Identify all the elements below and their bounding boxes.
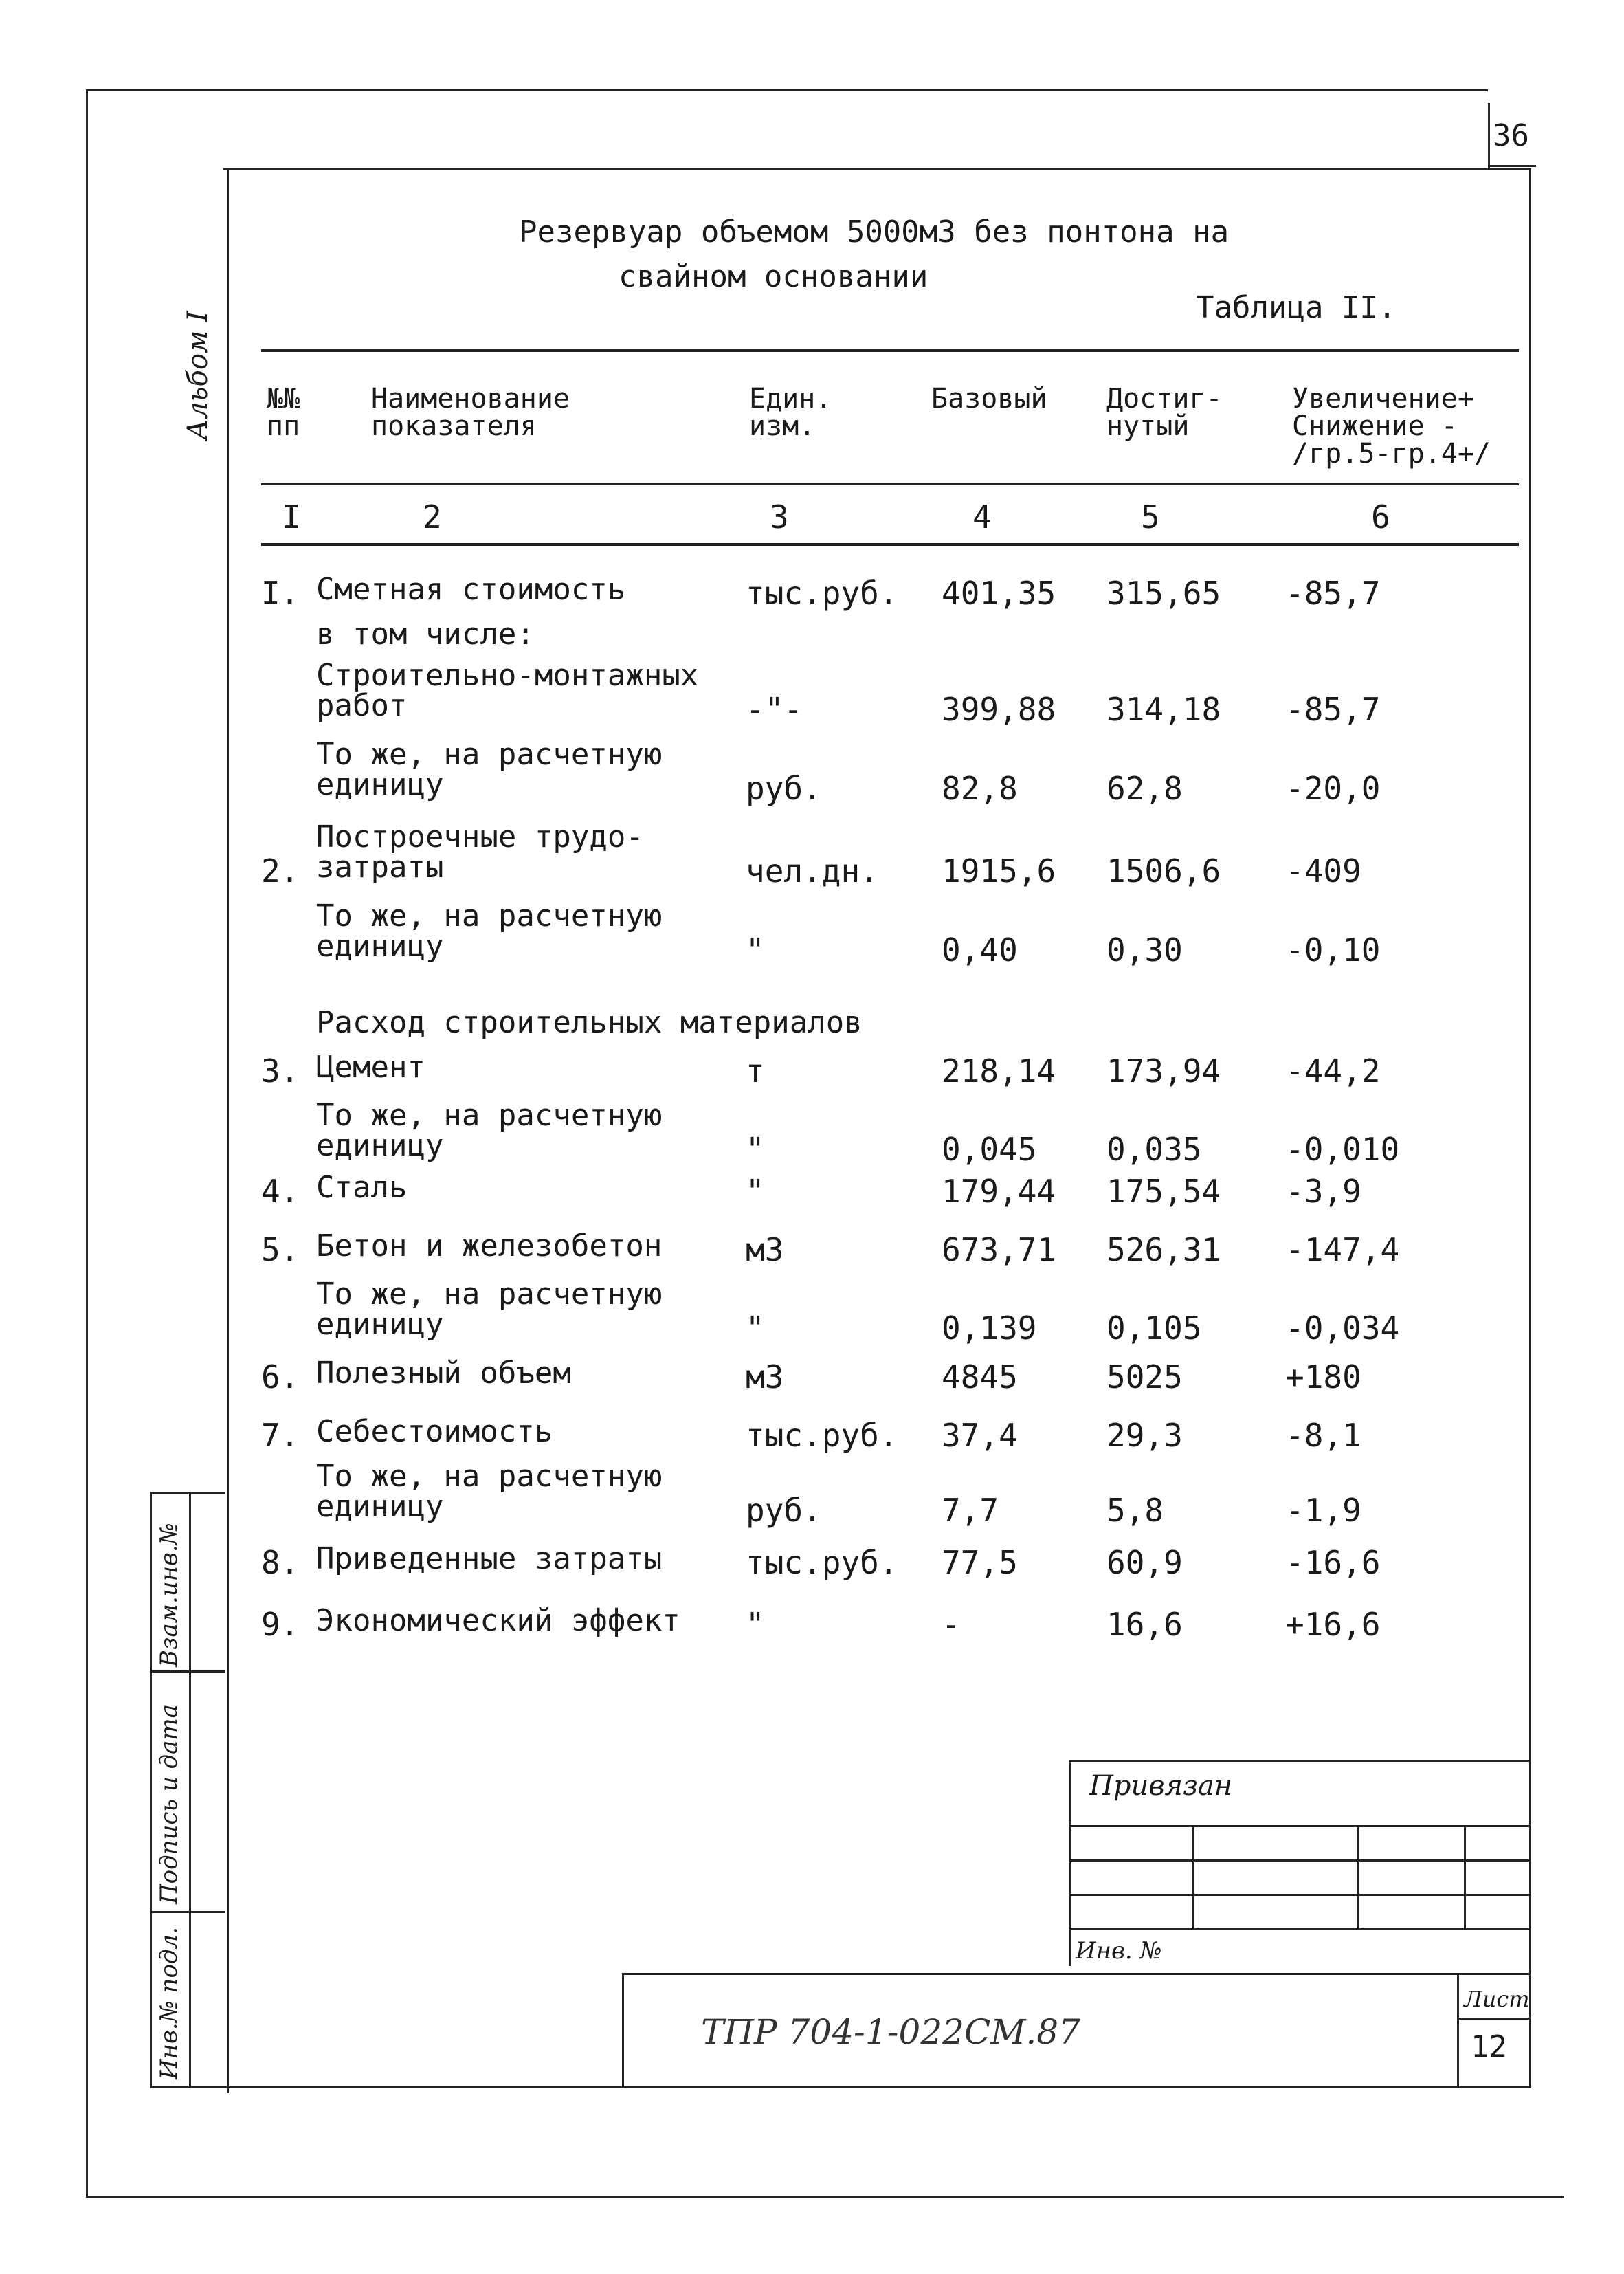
row-base-value: 0,40 xyxy=(942,931,1018,969)
header-col-achieved-line2: нутый xyxy=(1106,410,1190,442)
row-achieved-value: 1506,6 xyxy=(1106,852,1221,890)
row-unit: м3 xyxy=(746,1358,784,1395)
row-number: 6. xyxy=(261,1358,300,1395)
row-achieved-value: 0,035 xyxy=(1106,1131,1202,1168)
row-name-line: в том числе: xyxy=(316,617,535,652)
colnum-1: I xyxy=(282,498,301,536)
row-name-line: Расход строительных материалов xyxy=(316,1005,863,1040)
row-delta-value: +16,6 xyxy=(1285,1606,1381,1643)
header-col-achieved-line1: Достиг- xyxy=(1106,383,1223,415)
title-block-doc-code: ТПР 704-1-022СМ.87 xyxy=(701,2012,1080,2052)
title-block-sheet-label: Лист xyxy=(1464,1986,1530,2012)
colnum-4: 4 xyxy=(972,498,992,536)
stamp-col-1 xyxy=(1192,1825,1194,1928)
stamp-row-3 xyxy=(1069,1894,1529,1896)
row-name-line: Построечные трудо- xyxy=(316,819,644,854)
row-achieved-value: 5,8 xyxy=(1106,1492,1164,1529)
row-number: 8. xyxy=(261,1544,300,1581)
row-achieved-value: 315,65 xyxy=(1106,575,1221,612)
row-base-value: 0,045 xyxy=(942,1131,1037,1168)
row-base-value: 4845 xyxy=(942,1358,1018,1395)
title-block-sheet-divider xyxy=(1457,1973,1459,2086)
title-block-sheet-row xyxy=(1457,2018,1529,2020)
margin-column-right xyxy=(189,1492,191,2088)
margin-divider-1 xyxy=(150,1492,225,1494)
frame-inner-left-line xyxy=(227,168,229,2093)
row-unit: руб. xyxy=(746,1492,822,1529)
row-base-value: 673,71 xyxy=(942,1231,1056,1268)
row-number: 5. xyxy=(261,1231,300,1268)
row-delta-value: +180 xyxy=(1285,1358,1361,1395)
margin-column-left xyxy=(150,1492,152,2088)
header-bottom-rule xyxy=(261,483,1519,485)
row-base-value: 1915,6 xyxy=(942,852,1056,890)
row-name-line: То же, на расчетную xyxy=(316,898,663,934)
frame-top-inner-line xyxy=(223,168,1529,170)
row-delta-value: -0,10 xyxy=(1285,931,1381,969)
row-unit: " xyxy=(746,931,765,969)
margin-label-inv-podl: Инв.№ подл. xyxy=(155,1927,183,2079)
row-achieved-value: 16,6 xyxy=(1106,1606,1183,1643)
row-delta-value: -0,010 xyxy=(1285,1131,1400,1168)
row-achieved-value: 314,18 xyxy=(1106,691,1221,728)
stamp-box-top xyxy=(1069,1760,1529,1762)
header-col-number-line1: №№ xyxy=(267,383,300,415)
row-number: 3. xyxy=(261,1052,300,1090)
row-unit: " xyxy=(746,1606,765,1643)
row-achieved-value: 29,3 xyxy=(1106,1417,1183,1454)
row-base-value: 37,4 xyxy=(942,1417,1018,1454)
page-number-box-left xyxy=(1488,103,1490,168)
margin-label-vzam-inv: Взам.инв.№ xyxy=(155,1523,183,1667)
stamp-col-3 xyxy=(1464,1825,1466,1928)
row-delta-value: -3,9 xyxy=(1285,1173,1361,1210)
row-unit: м3 xyxy=(746,1231,784,1268)
frame-bottom-line xyxy=(150,2086,1531,2088)
frame-top-line xyxy=(86,89,1488,91)
row-name-line: единицу xyxy=(316,767,444,802)
row-name-line: Себестоимость xyxy=(316,1414,553,1449)
row-achieved-value: 526,31 xyxy=(1106,1231,1221,1268)
header-col-delta-line1: Увеличение+ xyxy=(1292,383,1474,415)
margin-divider-3 xyxy=(150,1911,225,1913)
row-achieved-value: 0,30 xyxy=(1106,931,1183,969)
table-reference: Таблица II. xyxy=(1196,290,1397,325)
row-name-line: единицу xyxy=(316,1128,444,1163)
stamp-row-1 xyxy=(1069,1825,1529,1827)
margin-label-podpis-data: Подпись и дата xyxy=(155,1704,183,1904)
row-name-line: Полезный объем xyxy=(316,1356,571,1391)
header-col-unit-line1: Един. xyxy=(749,383,832,415)
row-number: I. xyxy=(261,575,300,612)
row-achieved-value: 5025 xyxy=(1106,1358,1183,1395)
header-col-number-line2: пп xyxy=(267,410,300,442)
row-name-line: Цемент xyxy=(316,1050,425,1085)
header-col-delta-line2: Снижение - xyxy=(1292,410,1458,442)
row-name-line: Сталь xyxy=(316,1170,408,1205)
row-delta-value: -0,034 xyxy=(1285,1310,1400,1347)
header-col-unit-line2: изм. xyxy=(749,410,816,442)
title-block-left xyxy=(622,1973,624,2086)
row-base-value: 218,14 xyxy=(942,1052,1056,1090)
row-unit: тыс.руб. xyxy=(746,1417,898,1454)
colnum-bottom-rule xyxy=(261,543,1519,546)
row-achieved-value: 0,105 xyxy=(1106,1310,1202,1347)
stamp-inv-label: Инв. № xyxy=(1076,1937,1162,1965)
margin-divider-2 xyxy=(150,1670,225,1673)
row-base-value: 82,8 xyxy=(942,770,1018,807)
header-col-delta-line3: /гр.5-гр.4+/ xyxy=(1292,438,1491,470)
header-col-base-line1: Базовый xyxy=(931,383,1047,415)
frame-left-line xyxy=(86,89,88,2196)
row-unit: тыс.руб. xyxy=(746,1544,898,1581)
page-number-box-bottom xyxy=(1488,165,1536,167)
stamp-privyazan: Привязан xyxy=(1089,1770,1233,1802)
colnum-5: 5 xyxy=(1141,498,1160,536)
frame-right-line xyxy=(1529,168,1531,2086)
row-name-line: То же, на расчетную xyxy=(316,1098,663,1133)
title-block-top xyxy=(622,1973,1529,1975)
row-unit: " xyxy=(746,1173,765,1210)
row-name-line: единицу xyxy=(316,1307,444,1342)
row-achieved-value: 60,9 xyxy=(1106,1544,1183,1581)
row-unit: -"- xyxy=(746,691,803,728)
stamp-row-4 xyxy=(1069,1928,1529,1930)
row-delta-value: -409 xyxy=(1285,852,1361,890)
row-name-line: единицу xyxy=(316,1489,444,1524)
row-delta-value: -147,4 xyxy=(1285,1231,1400,1268)
row-achieved-value: 173,94 xyxy=(1106,1052,1221,1090)
row-unit: " xyxy=(746,1310,765,1347)
row-name-line: работ xyxy=(316,688,408,723)
row-base-value: 179,44 xyxy=(942,1173,1056,1210)
row-delta-value: -16,6 xyxy=(1285,1544,1381,1581)
row-number: 2. xyxy=(261,852,300,890)
header-top-rule xyxy=(261,349,1519,352)
row-number: 7. xyxy=(261,1417,300,1454)
row-name-line: То же, на расчетную xyxy=(316,1277,663,1312)
row-name-line: То же, на расчетную xyxy=(316,1459,663,1494)
title-line-2: свайном основании xyxy=(619,259,928,294)
row-delta-value: -20,0 xyxy=(1285,770,1381,807)
row-delta-value: -44,2 xyxy=(1285,1052,1381,1090)
header-col-name-line1: Наименование xyxy=(371,383,570,415)
row-base-value: - xyxy=(942,1606,961,1643)
row-achieved-value: 175,54 xyxy=(1106,1173,1221,1210)
page-number: 36 xyxy=(1493,118,1529,153)
row-name-line: То же, на расчетную xyxy=(316,737,663,772)
colnum-3: 3 xyxy=(770,498,789,536)
stamp-box-left xyxy=(1069,1760,1071,1966)
header-col-name-line2: показателя xyxy=(371,410,537,442)
row-base-value: 399,88 xyxy=(942,691,1056,728)
album-side-label: Альбом I xyxy=(182,311,214,440)
row-name-line: Экономический эффект xyxy=(316,1603,680,1638)
stamp-col-2 xyxy=(1357,1825,1359,1928)
row-delta-value: -85,7 xyxy=(1285,575,1381,612)
row-number: 4. xyxy=(261,1173,300,1210)
row-unit: т xyxy=(746,1052,765,1090)
colnum-2: 2 xyxy=(423,498,442,536)
row-name-line: затраты xyxy=(316,850,444,885)
row-delta-value: -8,1 xyxy=(1285,1417,1361,1454)
row-name-line: единицу xyxy=(316,929,444,964)
title-line-1: Резервуар объемом 5000м3 без понтона на xyxy=(519,214,1230,250)
row-base-value: 401,35 xyxy=(942,575,1056,612)
row-name-line: Бетон и железобетон xyxy=(316,1228,663,1263)
row-base-value: 7,7 xyxy=(942,1492,999,1529)
row-name-line: Сметная стоимость xyxy=(316,572,626,607)
row-base-value: 0,139 xyxy=(942,1310,1037,1347)
row-delta-value: -1,9 xyxy=(1285,1492,1361,1529)
stamp-row-2 xyxy=(1069,1859,1529,1862)
row-unit: тыс.руб. xyxy=(746,575,898,612)
row-unit: " xyxy=(746,1131,765,1168)
row-name-line: Строительно-монтажных xyxy=(316,658,699,693)
row-name-line: Приведенные затраты xyxy=(316,1541,663,1576)
row-unit: чел.дн. xyxy=(746,852,879,890)
row-achieved-value: 62,8 xyxy=(1106,770,1183,807)
row-base-value: 77,5 xyxy=(942,1544,1018,1581)
colnum-6: 6 xyxy=(1371,498,1390,536)
row-number: 9. xyxy=(261,1606,300,1643)
row-delta-value: -85,7 xyxy=(1285,691,1381,728)
frame-outer-bottom-line xyxy=(86,2196,1564,2198)
row-unit: руб. xyxy=(746,770,822,807)
title-block-sheet-number: 12 xyxy=(1471,2029,1507,2064)
